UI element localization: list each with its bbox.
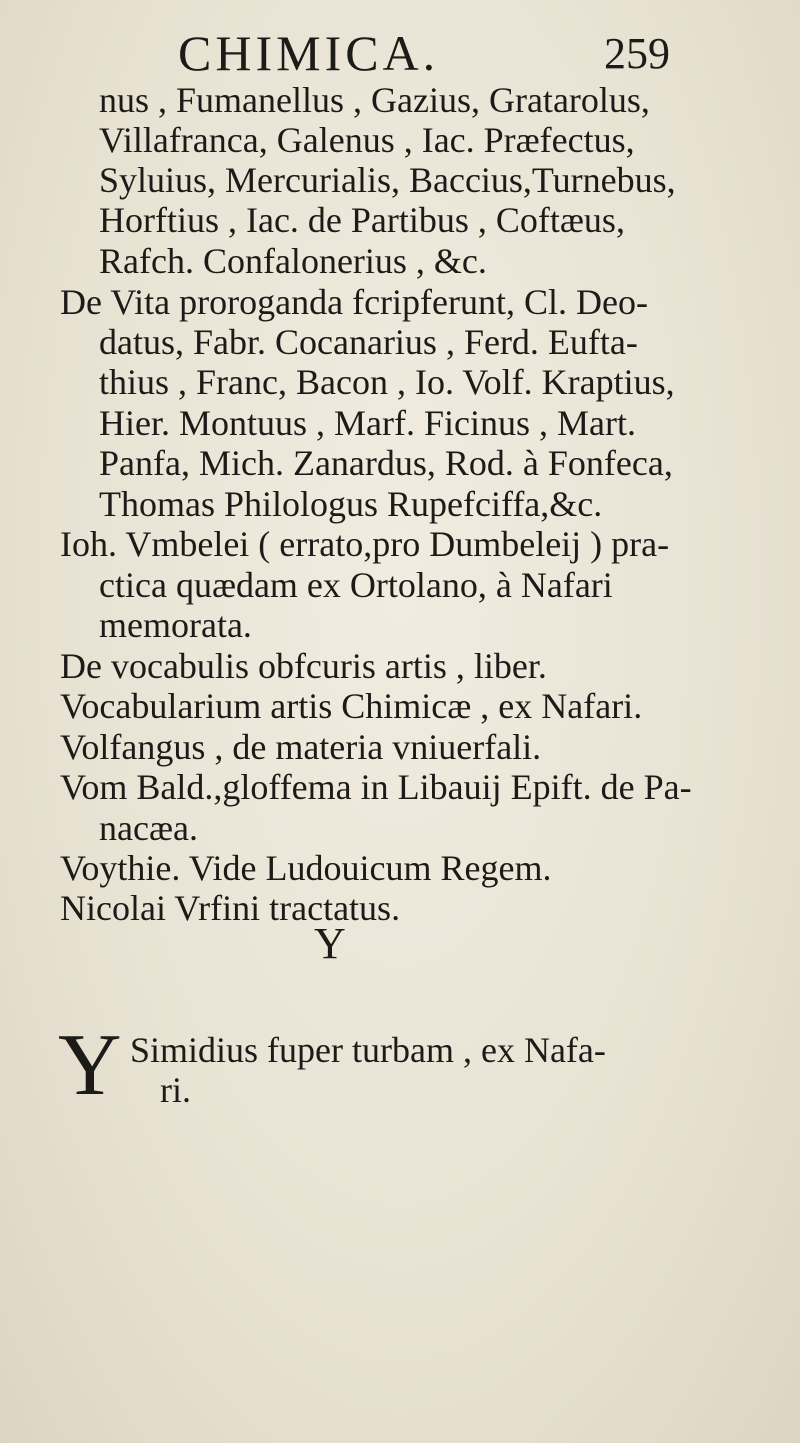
text-line: Thomas Philologus Rupefciffa,&c.	[99, 484, 603, 524]
text-line: ri.	[160, 1070, 191, 1110]
text-line: Rafch. Confalonerius , &c.	[99, 241, 487, 281]
text-line: Panfa, Mich. Zanardus, Rod. à Fonfeca,	[99, 443, 673, 483]
index-entry: Vom Bald.,gloffema in Libauij Epift. de Pa-	[60, 767, 692, 807]
running-head: CHIMICA.	[178, 25, 440, 81]
text-line: memorata.	[99, 605, 252, 645]
index-entry: Voythie. Vide Ludouicum Regem.	[60, 848, 552, 888]
text-line: Villafranca, Galenus , Iac. Præfectus,	[99, 120, 635, 160]
index-entry: Nicolai Vrfini tractatus.	[60, 888, 401, 928]
text-line: nacæa.	[99, 808, 198, 848]
section-heading-letter: Y	[314, 919, 346, 968]
text-line: ctica quædam ex Ortolano, à Nafari	[99, 565, 613, 605]
index-entry: Ioh. Vmbelei ( errato,pro Dumbeleij ) pra-	[60, 524, 670, 564]
drop-initial: Y	[58, 1017, 122, 1114]
index-entry: De Vita proroganda fcripferunt, Cl. Deo-	[60, 282, 648, 322]
page-number: 259	[604, 29, 670, 78]
text-line: Hier. Montuus , Marf. Ficinus , Mart.	[99, 403, 636, 443]
index-entry: De vocabulis obfcuris artis , liber.	[60, 646, 547, 686]
page-header	[0, 18, 800, 80]
index-entry: Simidius fuper turbam , ex Nafa-	[130, 1030, 606, 1070]
index-entry: Vocabularium artis Chimicæ , ex Nafari.	[60, 686, 643, 726]
text-line: datus, Fabr. Cocanarius , Ferd. Eufta-	[99, 322, 638, 362]
text-line: nus , Fumanellus , Gazius, Gratarolus,	[99, 80, 650, 120]
text-line: Syluius, Mercurialis, Baccius,Turnebus,	[99, 160, 676, 200]
index-entry: Volfangus , de materia vniuerfali.	[60, 727, 542, 767]
text-line: thius , Franc, Bacon , Io. Volf. Kraptius,	[99, 362, 675, 402]
text-line: Horftius , Iac. de Partibus , Coftæus,	[99, 200, 625, 240]
